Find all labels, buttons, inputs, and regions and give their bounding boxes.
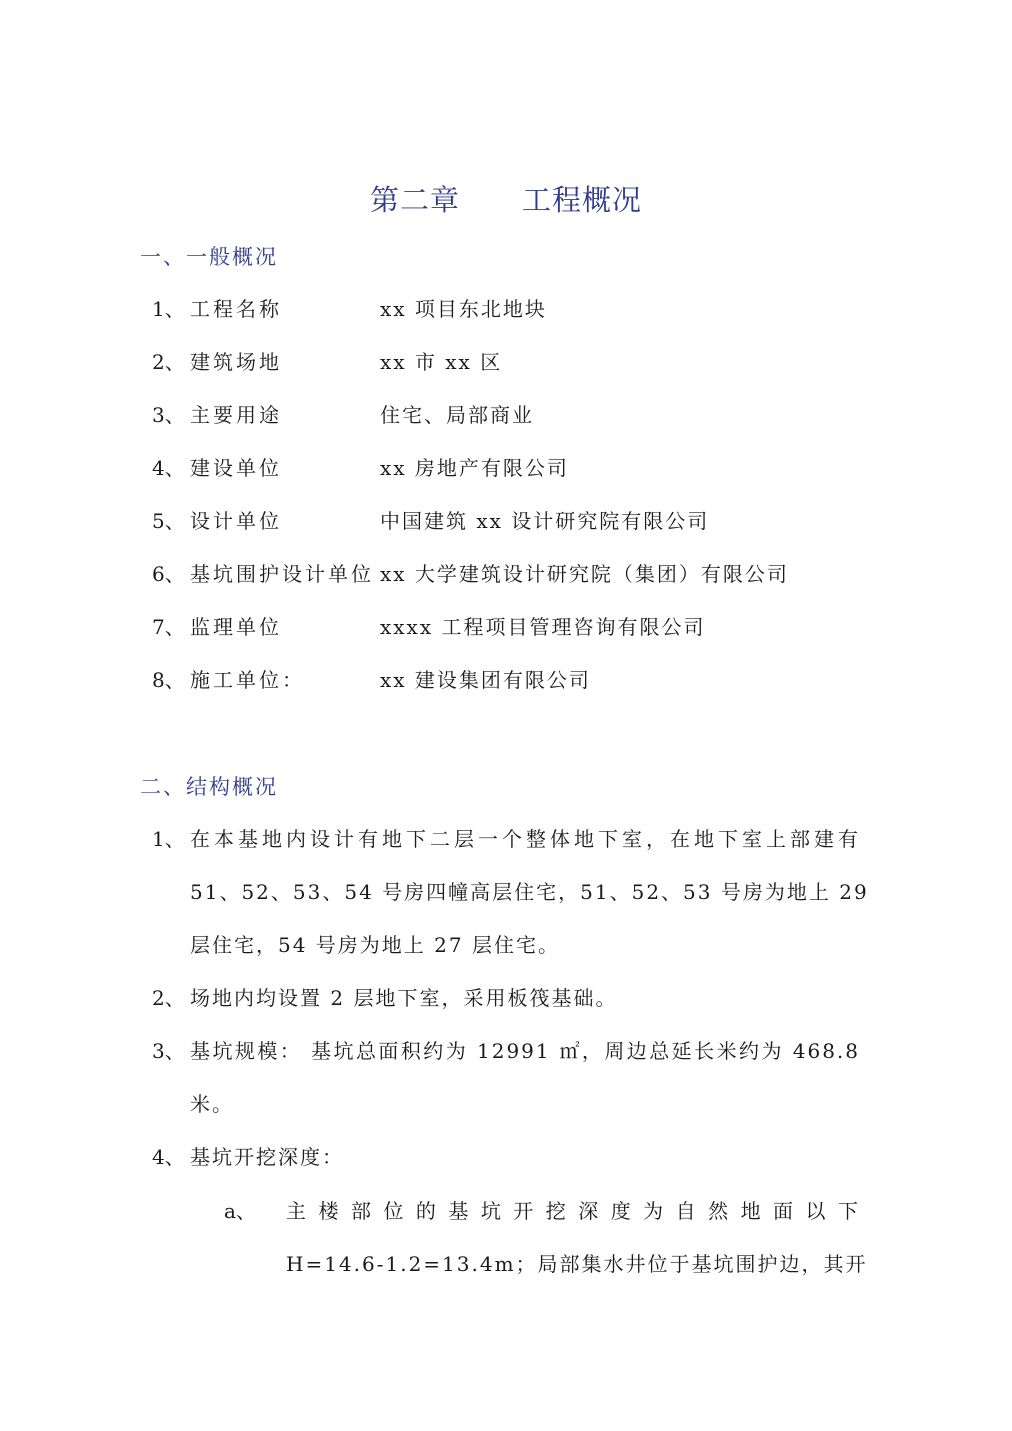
row-value: xx 建设集团有限公司 xyxy=(380,668,591,692)
info-row-contractor xyxy=(152,666,591,694)
paragraph-line: 场地内均设置 2 层地下室，采用板筏基础。 xyxy=(190,986,618,1010)
row-label: 监理单位 xyxy=(190,615,282,639)
paragraph-number: 3、 xyxy=(152,1039,185,1063)
info-row-supervisor xyxy=(152,613,705,641)
structure-paragraph-4 xyxy=(152,1143,860,1173)
chapter-number: 第二章 xyxy=(369,183,460,217)
row-value: xx 大学建筑设计研究院（集团）有限公司 xyxy=(380,562,789,586)
info-row-project-name xyxy=(152,295,547,323)
paragraph-number: 1、 xyxy=(152,827,185,851)
item-line: H=14.6-1.2=13.4m；局部集水井位于基坑围护边，其开 xyxy=(286,1252,868,1276)
chapter-title xyxy=(0,178,1012,219)
paragraph-number: 2、 xyxy=(152,986,185,1010)
row-label: 建设单位 xyxy=(190,456,282,480)
paragraph-line: 51、52、53、54 号房四幢高层住宅，51、52、53 号房为地上 29 xyxy=(190,880,869,904)
chapter-name: 工程概况 xyxy=(522,183,643,217)
row-number: 4、 xyxy=(152,456,185,480)
row-value: 住宅、局部商业 xyxy=(380,403,534,427)
row-value: xx 市 xx 区 xyxy=(380,350,503,374)
row-number: 1、 xyxy=(152,297,185,321)
row-label: 基坑围护设计单位 xyxy=(190,562,374,586)
row-number: 8、 xyxy=(152,668,185,692)
row-label: 主要用途 xyxy=(190,403,282,427)
excavation-item-a xyxy=(224,1197,868,1287)
row-label: 施工单位： xyxy=(190,668,305,692)
row-number: 3、 xyxy=(152,403,185,427)
paragraph-number: 4、 xyxy=(152,1145,185,1169)
info-row-usage xyxy=(152,401,534,429)
row-label: 设计单位 xyxy=(190,509,282,533)
row-value: xx 房地产有限公司 xyxy=(380,456,569,480)
row-label: 工程名称 xyxy=(190,297,282,321)
row-number: 6、 xyxy=(152,562,185,586)
paragraph-line: 米。 xyxy=(190,1092,234,1116)
info-row-site xyxy=(152,348,502,376)
info-row-developer xyxy=(152,454,569,482)
item-line: 主楼部位的基坑开挖深度为自然地面以下 xyxy=(286,1199,860,1223)
section-heading-general: 一、一般概况 xyxy=(140,245,278,269)
info-row-pit-designer xyxy=(152,560,789,588)
paragraph-line: 在本基地内设计有地下二层一个整体地下室，在地下室上部建有 xyxy=(190,827,860,851)
structure-paragraph-3 xyxy=(152,1037,860,1127)
row-number: 2、 xyxy=(152,350,185,374)
section-heading-structure: 二、结构概况 xyxy=(140,775,278,799)
row-label: 建筑场地 xyxy=(190,350,282,374)
paragraph-line: 基坑开挖深度： xyxy=(190,1145,344,1169)
paragraph-line: 层住宅，54 号房为地上 27 层住宅。 xyxy=(190,933,560,957)
row-value: xx 项目东北地块 xyxy=(380,297,547,321)
row-number: 7、 xyxy=(152,615,185,639)
item-letter: a、 xyxy=(224,1199,256,1223)
structure-paragraph-1 xyxy=(152,825,869,965)
row-value: 中国建筑 xx 设计研究院有限公司 xyxy=(380,509,710,533)
structure-paragraph-2 xyxy=(152,984,860,1014)
paragraph-line: 基坑规模： 基坑总面积约为 12991 ㎡，周边总延长米约为 468.8 xyxy=(190,1039,860,1063)
row-value: xxxx 工程项目管理咨询有限公司 xyxy=(380,615,706,639)
info-row-designer xyxy=(152,507,709,535)
row-number: 5、 xyxy=(152,509,185,533)
